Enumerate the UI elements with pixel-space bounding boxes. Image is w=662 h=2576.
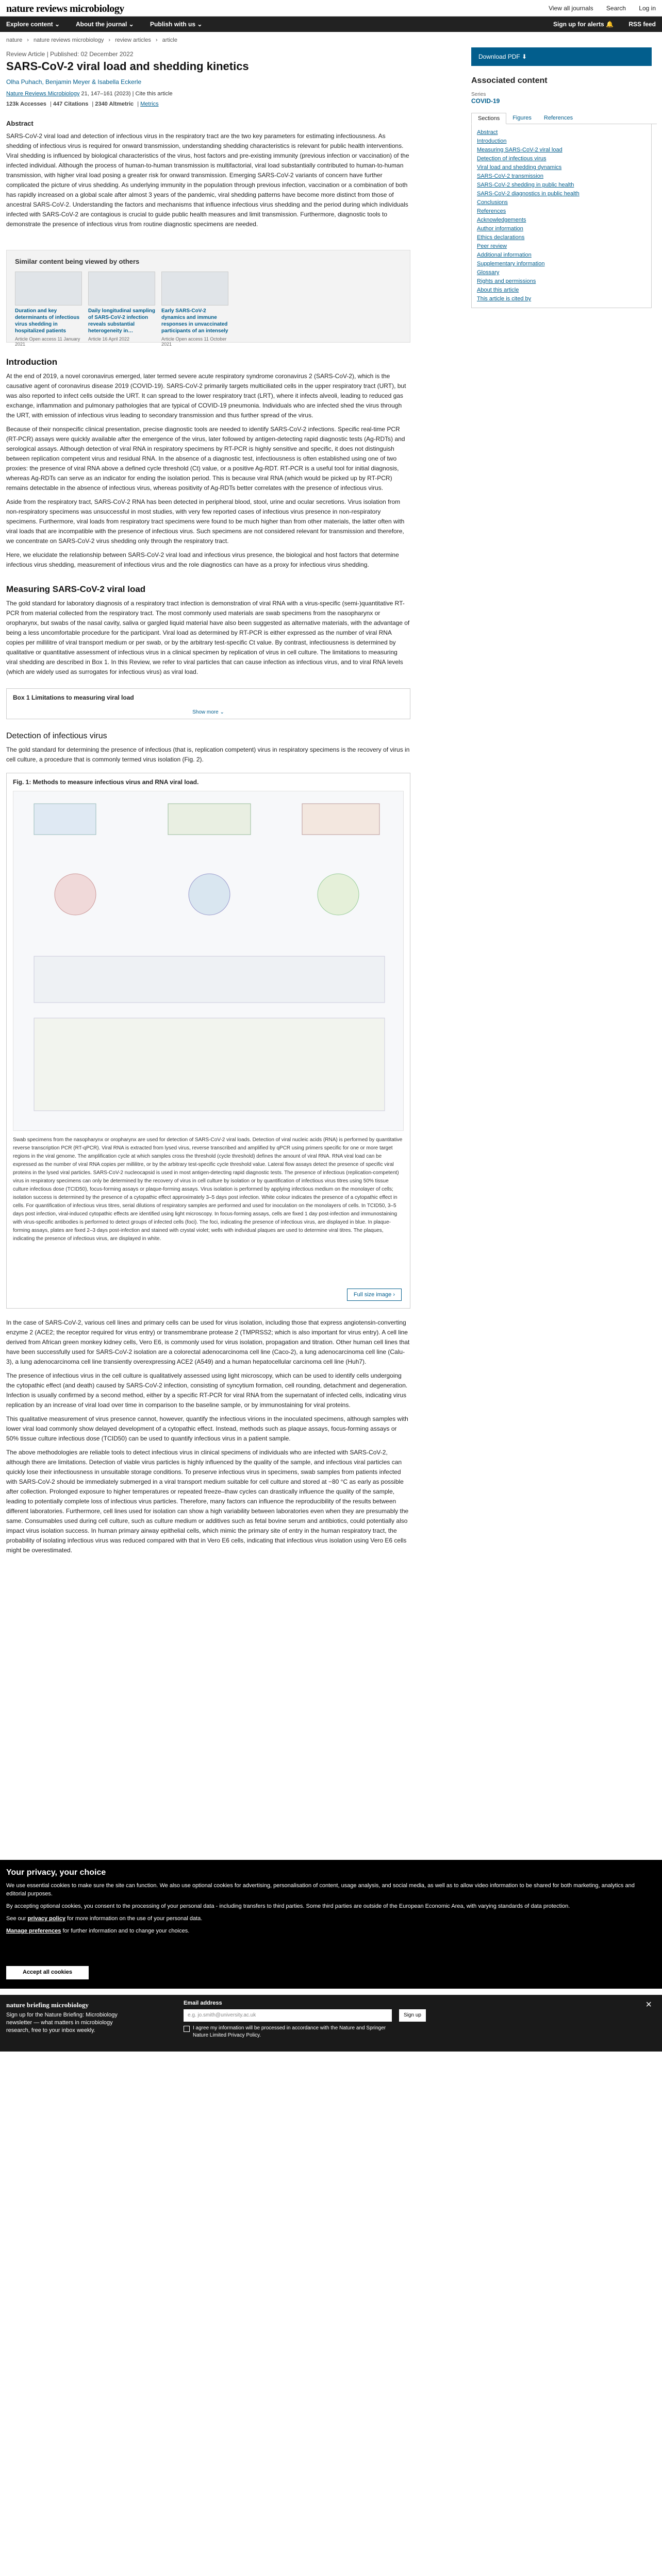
body-paragraph: This qualitative measurement of virus presence cannot, however, quantify the infectious virions in the inoculated specimens, although samples with lower viral load commonly show delayed development of a cytopathic effect. Instead, methods such as plaque assays, focus-forming assays or 50% tissue culture infectious dose (TCID50) can be used to quantify infectious virus in a patient sample. (6, 1415, 408, 1442)
article-title: SARS-CoV-2 viral load and shedding kinetics (6, 60, 249, 73)
toc-item[interactable]: SARS-CoV-2 diagnostics in public health (477, 191, 580, 197)
toc-item[interactable]: Rights and permissions (477, 278, 536, 284)
view-all-journals-link[interactable]: View all journals (549, 5, 593, 12)
tab-sections[interactable]: Sections (471, 113, 506, 124)
intro-paragraph: Here, we elucidate the relationship between SARS-CoV-2 viral load and infectious virus presence, the biological and host factors that determine infectious virus shedding, measurement of infectious virus and the role diagnostics can have as a proxy for infectious virus shedding. (6, 551, 399, 568)
breadcrumb-journal[interactable]: nature reviews microbiology (34, 37, 104, 43)
similar-card-meta: Article Open access 11 October 2021 (161, 336, 227, 347)
author-list[interactable]: Olha Puhach, Benjamin Meyer & Isabella Eckerle (6, 78, 142, 86)
table-of-contents (471, 124, 652, 308)
email-label: Email address (184, 2000, 222, 2006)
intro-paragraph: At the end of 2019, a novel coronavirus emerged, later termed severe acute respiratory syndrome coronavirus 2 (SARS-CoV-2), which is the causative agent of coronavirus disease 2019 (COVID-19). SARS-CoV-2 primarily targets multiciliated cells in the upper respiratory tract (URT), but was also reported to infect cells outside the URT. It can spread to the lower respiratory tract (LRT), where it infects alveoli, leading to reduced gas exchange, inflammation and pulmonary pathologies that are typical of COVID-19 pneumonia. Individuals who are infected shed the virus through the URT, with emission of infectious virus leading to secondary transmission and thus further spread of the virus. (6, 372, 406, 419)
measuring-heading: Measuring SARS-CoV-2 viral load (6, 584, 146, 594)
newsletter-signup-bar (0, 1995, 662, 2052)
similar-card-title[interactable]: Daily longitudinal sampling of SARS-CoV-2 infection reveals substantial heterogeneity in… (88, 308, 155, 334)
box1-title: Box 1 Limitations to measuring viral load (13, 694, 134, 701)
figure-panel-shape (34, 956, 385, 1003)
toc-item[interactable]: Detection of infectious virus (477, 156, 547, 162)
measuring-paragraph: The gold standard for laboratory diagnosis of a respiratory tract infection is demonstration of viral RNA with a virus-specific (semi-)quantitative RT-PCR from material collected from the respiratory tract. The most commonly used materials are swab specimens from the nasopharynx or oropharynx, but swabs of the nasal cavity, saliva or gargled liquid material have also been suggested as alternative materials, with the advantage of being a less uncomfortable procedure for the participant. Viral load as determined by RT-PCR is either expressed as the number of viral RNA copies per millilitre of viral transport medium or per swab, or by the arbitrary test-specific Ct value. By contrast, infectiousness is determined by qualitative or quantitative assessment of infectious virus in a clinical specimen by replication of virus in cell culture. The limitations to measuring viral shedding are described in Box 1. In this Review, we refer to viral particles that can cause infection as infectious virus, and to viral RNA levels (which are widely used as surrogates for infectious virus) as viral load. (6, 600, 410, 675)
body-paragraph: The above methodologies are reliable tools to detect infectious virus in clinical specimens of individuals who are infected with SARS-CoV-2, although there are limitations. Detection of viable virus particles is highly influenced by the quality of the sample, and infectious viral particles can quickly lose their infectiousness in unsuitable storage conditions. To preserve infectious virus in specimens, swab samples from patients infected with SARS-CoV-2 should be immediately submerged in a viral transport medium suitable for cell culture and stored at −80 °C as early as possible after collection. Prolonged exposure to higher temperatures or repeated freeze–thaw cycles can drastically influence the quality of the sample, leading to potentially complete loss of infectious virus particles. Therefore, many factors can influence the reproducibility of the results between different laboratories. Furthermore, cell lines used for isolation can show a high variability between laboratories even when they are presumably the same. Consumables used during cell culture, such as culture medium or additives such as fetal bovine serum and antibiotics, could potentially also impact virus isolation success. In human primary airway epithelial cells, which mimic the primary site of entry in the human respiratory tract, the probability of isolating infectious virus was reduced compared with that in Vero E6 cells, indicating that infectious virus isolation using Vero E6 cells might be overestimated. (6, 1449, 409, 1554)
toc-item[interactable]: Additional information (477, 252, 532, 258)
search-link[interactable]: Search (606, 5, 626, 12)
figure-panel-shape (34, 1018, 385, 1111)
briefing-text: Sign up for the Nature Briefing: Microbiology newsletter — what matters in microbiology research, free to your inbox weekly. (6, 2012, 118, 2033)
privacy-text: We use essential cookies to make sure the site can function. We also use optional cookies for advertising, personalisation of content, usage analysis, and social media, as well as to allow video information to be shared for both marketing, analytics and editorial purposes. (6, 1883, 635, 1897)
breadcrumb-separator: › (27, 37, 29, 43)
body-paragraph: In the case of SARS-CoV-2, various cell lines and primary cells can be used for virus isolation, including those that express angiotensin-converting enzyme 2 (ACE2; the receptor required for virus entry) or transmembrane protease 2 (TMPRSS2; which is also important for virus entry). A cell line derived from African green monkey kidney cells, Vero E6, is commonly used for virus isolation, propagation and titration. Other human cell lines that have been successfully used for SARS-CoV-2 isolation are a colorectal adenocarcinoma cell line (Caco-2), a lung adenocarcinoma cell line (Calu-3), a lung adenocarcinoma cell line transiently overexpressing ACE2 (A549) and a human hepatocellular carcinoma cell line (Huh7). (6, 1319, 410, 1365)
consent-text: I agree my information will be processed in accordance with the Nature and Springer Nature Limited Privacy Policy. (193, 2025, 386, 2038)
abstract-text: SARS-CoV-2 viral load and detection of infectious virus in the respiratory tract are the two key parameters for estimating infectiousness. As shedding of infectious virus is required for onward transmission, understanding shedding characteristics is relevant for public health interventions. Viral shedding is influenced by biological characteristics of the virus, host factors and pre-existing immunity (previous infection or vaccination) of the infected individual. Although the process of human-to-human transmission is multifactorial, viral load substantially contributed to human-to-human transmission, with higher viral load posing a greater risk for onward transmission. Emerging SARS-CoV-2 variants of concern have further complicated the picture of virus shedding. As underlying immunity in the population through previous infection, vaccination or a combination of both has rapidly increased on a global scale after almost 3 years of the pandemic, viral shedding patterns have become more distinct from those of ancestral SARS-CoV-2. Understanding the factors and mechanisms that influence infectious virus shedding and the period during which individuals infected with SARS-CoV-2 are contagious is crucial to guide public health measures and limit transmission. Furthermore, diagnostic tools to demonstrate the presence of infectious virus from routine diagnostic specimens are needed. (6, 132, 409, 228)
consent-checkbox[interactable] (184, 2026, 190, 2032)
article-metrics: 123k Accesses | 447 Citations | 2340 Altmetric | Metrics (6, 101, 159, 107)
email-input[interactable]: e.g. jo.smith@university.ac.uk (184, 2009, 392, 2022)
privacy-text (6, 1914, 656, 1923)
manage-preferences-link[interactable]: Manage preferences (6, 1928, 61, 1934)
similar-card[interactable] (15, 272, 82, 347)
similar-card-meta: Article 16 April 2022 (88, 336, 130, 342)
toc-item[interactable]: About this article (477, 287, 519, 293)
toc-item[interactable]: Conclusions (477, 199, 508, 206)
close-icon[interactable]: × (646, 1999, 652, 2010)
similar-card-thumbnail (15, 272, 82, 306)
toc-item[interactable]: Viral load and shedding dynamics (477, 164, 562, 171)
breadcrumb (6, 37, 180, 43)
tab-references[interactable]: References (543, 115, 573, 121)
toc-item[interactable]: References (477, 208, 506, 214)
toc-item[interactable]: Peer review (477, 243, 507, 249)
top-bar (0, 0, 662, 16)
toc-item[interactable]: Abstract (477, 129, 498, 135)
login-link[interactable]: Log in (639, 5, 656, 12)
article-body (6, 47, 410, 1555)
breadcrumb-review-articles[interactable]: review articles (115, 37, 151, 43)
privacy-policy-link[interactable]: privacy policy (27, 1916, 65, 1922)
publish-menu[interactable]: Publish with us ⌄ (150, 21, 203, 28)
figure-virus-shape (318, 874, 359, 915)
similar-card-title[interactable]: Early SARS-CoV-2 dynamics and immune responses in unvaccinated participants of an intensely (161, 308, 228, 334)
body-paragraph: The presence of infectious virus in the cell culture is qualitatively assessed using light microscopy, which can be used to identify cells undergoing the cytopathic effect (and death) caused by SARS-CoV-2 infection, consisting of syncytium formation, cell rounding, detachment and degeneration. Infection is usually confirmed by a second method, either by a specific RT-PCR for viral RNA from the supernatant of infected cells, indicating virus replication by an increase of viral load over time in comparison to the baseline sample, or by immunostaining for viral proteins. (6, 1372, 408, 1409)
article-meta: Review Article | Published: 02 December 2022 (6, 50, 134, 58)
privacy-text-fragment: for further information and to change your choices. (61, 1928, 190, 1934)
full-size-image-button[interactable]: Full size image › (347, 1289, 402, 1301)
citation-details: 21, 147–161 (2023) | Cite this article (79, 91, 173, 97)
privacy-text-fragment: See our (6, 1916, 28, 1922)
download-pdf-button[interactable]: Download PDF ⬇ (471, 47, 652, 66)
figure-virus-shape (189, 874, 230, 915)
toc-item[interactable]: SARS-CoV-2 shedding in public health (477, 182, 574, 188)
similar-content-panel (6, 250, 410, 347)
signup-button[interactable]: Sign up (399, 2009, 426, 2022)
breadcrumb-separator: › (155, 37, 158, 43)
intro-paragraph: Because of their nonspecific clinical presentation, precise diagnostic tools are needed to identify SARS-CoV-2 infections. Specific real-time PCR (RT-PCR) assays were quickly available after the emergence of the virus, later followed by antigen-detecting rapid diagnostic tests (Ag-RDTs) and serological assays. Although detection of viral RNA in respiratory specimens by RT-PCR is highly sensitive and specific, it does not distinguish between replication competent virus and residual RNA. In the absence of a diagnostic test, infectiousness is often established using one of two proxies: the presence of viral RNA above a defined cycle threshold (Ct) value, or a positive Ag-RDT. RT-PCR is a useful tool for initial diagnosis, whereas Ag-RDTs can serve as an indicator for ending the isolation period. This is because viral RNA (which would be picked up by RT-PCR) remains detectable in the absence of infectious virus, whereas positivity of Ag-RDTs better correlates with the presence of infectious virus. (6, 426, 405, 492)
series-link[interactable]: COVID-19 (471, 97, 500, 105)
detection-paragraph: The gold standard for determining the presence of infectious (that is, replication competent) virus in respiratory specimens is the recovery of virus in cell culture, a procedure that is commonly termed virus isolation (Fig. 2). (6, 746, 410, 763)
breadcrumb-nature[interactable]: nature (6, 37, 23, 43)
toc-item[interactable]: This article is cited by (477, 296, 532, 302)
citations-count: 447 Citations (53, 101, 89, 107)
figure-caption: Swab specimens from the nasopharynx or oropharynx are used for detection of SARS-CoV-2 viral loads. Detection of viral nucleic acids (RNA) is performed by quantitative reverse transcription PCR (RT-qPCR). Viral RNA is extracted from lysed virus, reverse transcribed and amplified by qPCR using primers specific for one or more target regions in the viral genome. The amplification cycle at which samples cross the threshold (cycle threshold) defines the amount of viral RNA. RNA viral load can be expressed as the number of viral RNA copies per millilitre, or by the arbitrary test-specific cycle threshold value. Lateral flow assays detect the presence of specific viral proteins in the lysed viral particles. SARS-CoV-2 nucleocapsid is used in most antigen-detecting rapid diagnostic tests. The presence of infectious (replication-competent) virus in respiratory specimens can only be determined by the recovery of virus in cell culture by isolation or by quantification of infectious virus titres using 50% tissue culture infectious dose (TCID50), focus-forming assays or plaque-forming assays. Virus isolation is performed by applying infectious medium on the monolayer of cells; isolation success is determined by the presence of a cytopathic effect approximately 3–5 days post infection. White colour indicates the presence of a cytopathic effect in cells. For quantification of infectious virus titres, serial dilutions of respiratory samples are performed and used for inoculation on the monolayers of cells. In TCID50, 3–5 days post infection, viral-induced cytopathic effects are identified using light microscopy. In focus-forming assays, cells are fixed 1 day post-infection and immunostaining with virus-specific antibodies is performed to detect groups of infected cells (foci). The foci, indicating the presence of infectious virus, are displayed in blue. In plaque-forming assays, plates are fixed 2–3 days post-infection and stained with crystal violet; wells with individual plaques are used to determine viral titres. The plaques, indicating the presence of infectious virus, are displayed in white. (13, 1137, 403, 1242)
privacy-heading: Your privacy, your choice (6, 1868, 106, 1877)
figure-diagram (13, 791, 404, 1130)
breadcrumb-separator: › (108, 37, 111, 43)
figure-panel-shape (302, 804, 379, 835)
toc-item[interactable]: Author information (477, 226, 523, 232)
explore-content-menu[interactable]: Explore content ⌄ (6, 21, 60, 28)
privacy-text-fragment: for more information on the use of your personal data. (65, 1916, 203, 1922)
toc-item[interactable]: Supplementary information (477, 261, 545, 267)
privacy-text (6, 1927, 656, 1935)
breadcrumb-article: article (162, 37, 177, 43)
similar-card[interactable] (161, 272, 228, 347)
figure-virus-shape (55, 874, 96, 915)
main-nav (0, 16, 662, 32)
accept-all-cookies-button[interactable]: Accept all cookies (6, 1966, 89, 1979)
journal-logo[interactable]: nature reviews microbiology (6, 3, 124, 14)
toc-item[interactable]: Ethics declarations (477, 234, 525, 241)
figure-panel-shape (34, 804, 96, 835)
journal-citation-link[interactable]: Nature Reviews Microbiology (6, 91, 80, 97)
cookie-consent-banner (0, 1860, 662, 1989)
privacy-text: By accepting optional cookies, you consent to the processing of your personal data - including transfers to third parties. Some third parties are outside of the European Economic Area, with varying standards of data protection. (6, 1903, 570, 1909)
box1-panel (6, 688, 410, 719)
intro-paragraph: Aside from the respiratory tract, SARS-CoV-2 RNA has been detected in peripheral blood, stool, urine and ocular secretions. Virus isolation from non-respiratory specimens was unsuccessful in most studies, with very few reported cases of infectious virus presence in non-respiratory specimens. Furthermore, viral loads from respiratory tract specimens were found to be much higher than from other materials, the latter often with viral loads that are incompatible with the presence of infectious virus. Such specimens are not considered relevant for transmission and therefore, we concentrate on SARS-CoV-2 virus shedding only through the respiratory tract. (6, 498, 405, 545)
toc-item[interactable]: SARS-CoV-2 transmission (477, 173, 543, 179)
similar-card-meta: Article Open access 11 January 2021 (15, 336, 80, 347)
rss-feed-link[interactable]: RSS feed (628, 21, 656, 28)
similar-card-thumbnail (88, 272, 155, 306)
series-label: Series (471, 92, 486, 97)
sidebar (471, 47, 657, 308)
about-journal-menu[interactable]: About the journal ⌄ (75, 21, 134, 28)
accesses-count: 123k Accesses (6, 101, 46, 107)
figure-illustration[interactable] (13, 791, 404, 1131)
introduction-heading: Introduction (6, 357, 58, 367)
toc-item[interactable]: Acknowledgements (477, 217, 526, 223)
sidebar-tabs (471, 113, 657, 124)
altmetric-count: 2340 Altmetric (95, 101, 134, 107)
associated-content-heading: Associated content (471, 76, 548, 85)
alerts-signup-link[interactable]: Sign up for alerts 🔔 (553, 21, 614, 28)
metrics-link[interactable]: Metrics (140, 101, 159, 107)
top-links (537, 5, 656, 12)
toc-item[interactable]: Glossary (477, 269, 500, 276)
similar-card-title[interactable]: Duration and key determinants of infectious virus shedding in hospitalized patients (15, 308, 80, 334)
figure-1 (6, 773, 410, 1309)
tab-figures[interactable]: Figures (512, 115, 532, 121)
box1-show-more-button[interactable]: Show more ⌄ (192, 709, 224, 715)
similar-card-thumbnail (161, 272, 228, 306)
toc-item[interactable]: Measuring SARS-CoV-2 viral load (477, 147, 562, 153)
abstract-heading: Abstract (6, 120, 34, 127)
briefing-logo: nature briefing microbiology (6, 2001, 89, 2009)
detection-heading: Detection of infectious virus (6, 732, 107, 740)
toc-item[interactable]: Introduction (477, 138, 507, 144)
similar-card[interactable] (88, 272, 155, 347)
similar-content-heading: Similar content being viewed by others (15, 258, 140, 265)
figure-panel-shape (168, 804, 251, 835)
citation-line (6, 91, 410, 97)
figure-title[interactable]: Fig. 1: Methods to measure infectious virus and RNA viral load. (13, 778, 199, 786)
